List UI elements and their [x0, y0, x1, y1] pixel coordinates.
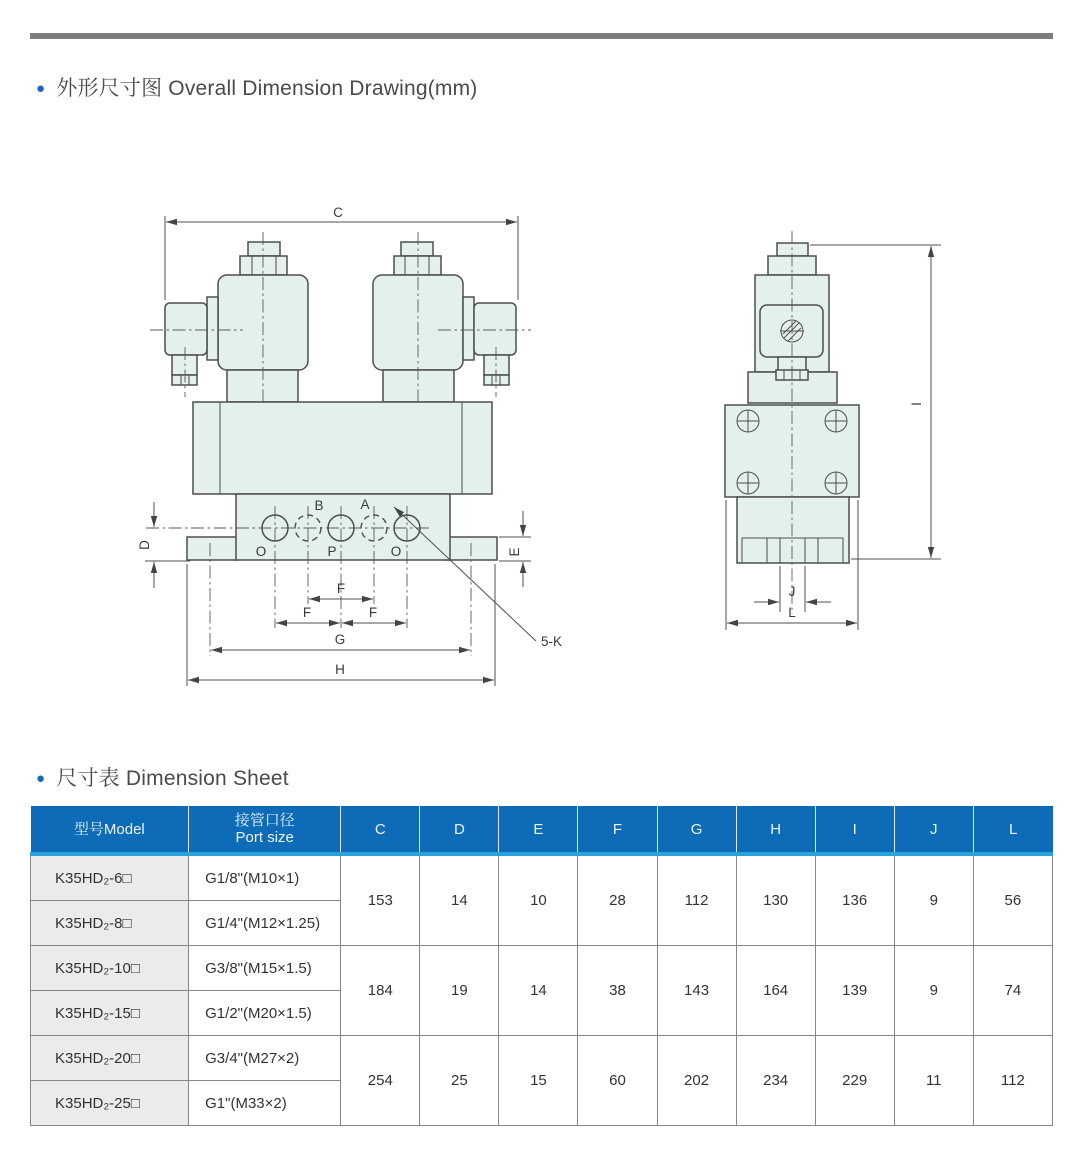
port-label-o-right: O	[390, 544, 402, 559]
coil-cap-nut	[394, 256, 441, 275]
dim-label-i: I	[909, 402, 924, 406]
col-header-port	[189, 806, 341, 854]
col-header-port-en: Port size	[235, 829, 294, 846]
connector-step	[207, 297, 218, 360]
dim-label-j: J	[788, 584, 796, 599]
flange-right	[447, 537, 497, 560]
solenoid-coil-right	[373, 232, 531, 420]
dim-label-e: E	[507, 547, 522, 557]
dim-value-cell: 254	[341, 1036, 420, 1126]
dim-value-cell: 153	[341, 854, 420, 946]
dimension-e	[499, 511, 531, 587]
col-header-g: G	[657, 806, 736, 854]
top-rule	[30, 33, 1053, 39]
dim-value-cell: 139	[815, 946, 894, 1036]
model-cell: K35HD₂-25□	[31, 1081, 189, 1126]
model-cell: K35HD₂-6□	[31, 854, 189, 901]
port-cell: G1/8"(M10×1)	[189, 854, 341, 901]
col-header-port-zh: 接管口径	[234, 812, 295, 829]
section-title-drawing	[36, 72, 478, 102]
dim-value-cell: 38	[578, 946, 657, 1036]
col-header-d: D	[420, 806, 499, 854]
dim-value-cell: 112	[657, 854, 736, 946]
coil-cap-small	[777, 243, 808, 256]
connector-plug	[484, 355, 509, 375]
col-header-model: 型号Model	[31, 806, 189, 854]
dim-value-cell: 56	[973, 854, 1052, 946]
table-row	[31, 854, 1053, 901]
dim-value-cell: 136	[815, 854, 894, 946]
dim-value-cell: 28	[578, 854, 657, 946]
table-row	[31, 1036, 1053, 1081]
dim-value-cell: 164	[736, 946, 815, 1036]
dim-value-cell: 130	[736, 854, 815, 946]
dim-value-cell: 229	[815, 1036, 894, 1126]
col-header-f: F	[578, 806, 657, 854]
port-cell: G1/4"(M12×1.25)	[189, 901, 341, 946]
port-cell: G1/2"(M20×1.5)	[189, 991, 341, 1036]
dimension-drawing	[0, 140, 1083, 750]
dim-value-cell: 60	[578, 1036, 657, 1126]
col-header-i: I	[815, 806, 894, 854]
coil-cap-small	[248, 242, 280, 256]
col-header-h: H	[736, 806, 815, 854]
dim-value-cell: 9	[894, 854, 973, 946]
port-label-b: B	[314, 498, 324, 513]
connector-prongs	[172, 375, 197, 385]
col-header-l: L	[973, 806, 1052, 854]
dim-value-cell: 14	[499, 946, 578, 1036]
port-cell: G3/8"(M15×1.5)	[189, 946, 341, 991]
dimension-f-right	[342, 605, 406, 623]
dim-value-cell: 10	[499, 854, 578, 946]
col-header-c: C	[341, 806, 420, 854]
table-header-row	[31, 806, 1053, 854]
model-cell: K35HD₂-20□	[31, 1036, 189, 1081]
cable-connector	[165, 303, 207, 355]
port-cell: G3/4"(M27×2)	[189, 1036, 341, 1081]
dim-label-l: L	[788, 605, 796, 620]
flange-left	[187, 537, 237, 560]
col-header-j: J	[894, 806, 973, 854]
solenoid-coil-left	[150, 232, 308, 420]
section-title-sheet-text: 尺寸表 Dimension Sheet	[56, 767, 289, 790]
connector-plug	[172, 355, 197, 375]
dim-value-cell: 19	[420, 946, 499, 1036]
dim-label-g: G	[334, 632, 346, 647]
dim-value-cell: 202	[657, 1036, 736, 1126]
model-cell: K35HD₂-10□	[31, 946, 189, 991]
dim-value-cell: 15	[499, 1036, 578, 1126]
port-cell: G1"(M33×2)	[189, 1081, 341, 1126]
dim-value-cell: 234	[736, 1036, 815, 1126]
connector-prongs	[484, 375, 509, 385]
cable-connector	[474, 303, 516, 355]
dim-label-d: D	[137, 540, 152, 550]
connector-step	[463, 297, 474, 360]
side-view	[725, 231, 941, 630]
dim-label-f-center: F	[336, 581, 346, 596]
dim-label-f-left: F	[302, 605, 312, 620]
port-block	[236, 494, 450, 560]
dim-value-cell: 11	[894, 1036, 973, 1126]
sub-base	[146, 494, 497, 628]
dim-value-cell: 112	[973, 1036, 1052, 1126]
coil-cap-small	[401, 242, 433, 256]
dim-value-cell: 25	[420, 1036, 499, 1126]
front-view	[137, 205, 562, 686]
dim-value-cell: 74	[973, 946, 1052, 1036]
leader-label-5k: 5-K	[541, 634, 563, 649]
dim-value-cell: 143	[657, 946, 736, 1036]
dim-value-cell: 14	[420, 854, 499, 946]
bullet-icon: ●	[36, 769, 46, 787]
port-label-p: P	[327, 544, 337, 559]
coil-neck	[227, 370, 298, 402]
dim-label-f-right: F	[368, 605, 378, 620]
bullet-icon: ●	[36, 79, 46, 97]
dim-value-cell: 9	[894, 946, 973, 1036]
dimension-d	[137, 502, 190, 588]
dim-label-h: H	[335, 662, 345, 677]
coil-neck	[383, 370, 454, 402]
section-title-sheet	[36, 762, 289, 792]
model-cell: K35HD₂-15□	[31, 991, 189, 1036]
dim-value-cell: 184	[341, 946, 420, 1036]
table-row	[31, 946, 1053, 991]
col-header-e: E	[499, 806, 578, 854]
section-title-drawing-text: 外形尺寸图 Overall Dimension Drawing(mm)	[56, 77, 478, 100]
base-block	[737, 497, 849, 563]
valve-body	[193, 402, 492, 494]
dimension-sheet-table	[30, 806, 1053, 1126]
port-label-o-left: O	[255, 544, 267, 559]
coil-cap-nut	[240, 256, 287, 275]
model-cell: K35HD₂-8□	[31, 901, 189, 946]
port-label-a: A	[360, 497, 370, 512]
dim-label-c: C	[333, 205, 343, 220]
dimension-f-left	[276, 605, 340, 623]
